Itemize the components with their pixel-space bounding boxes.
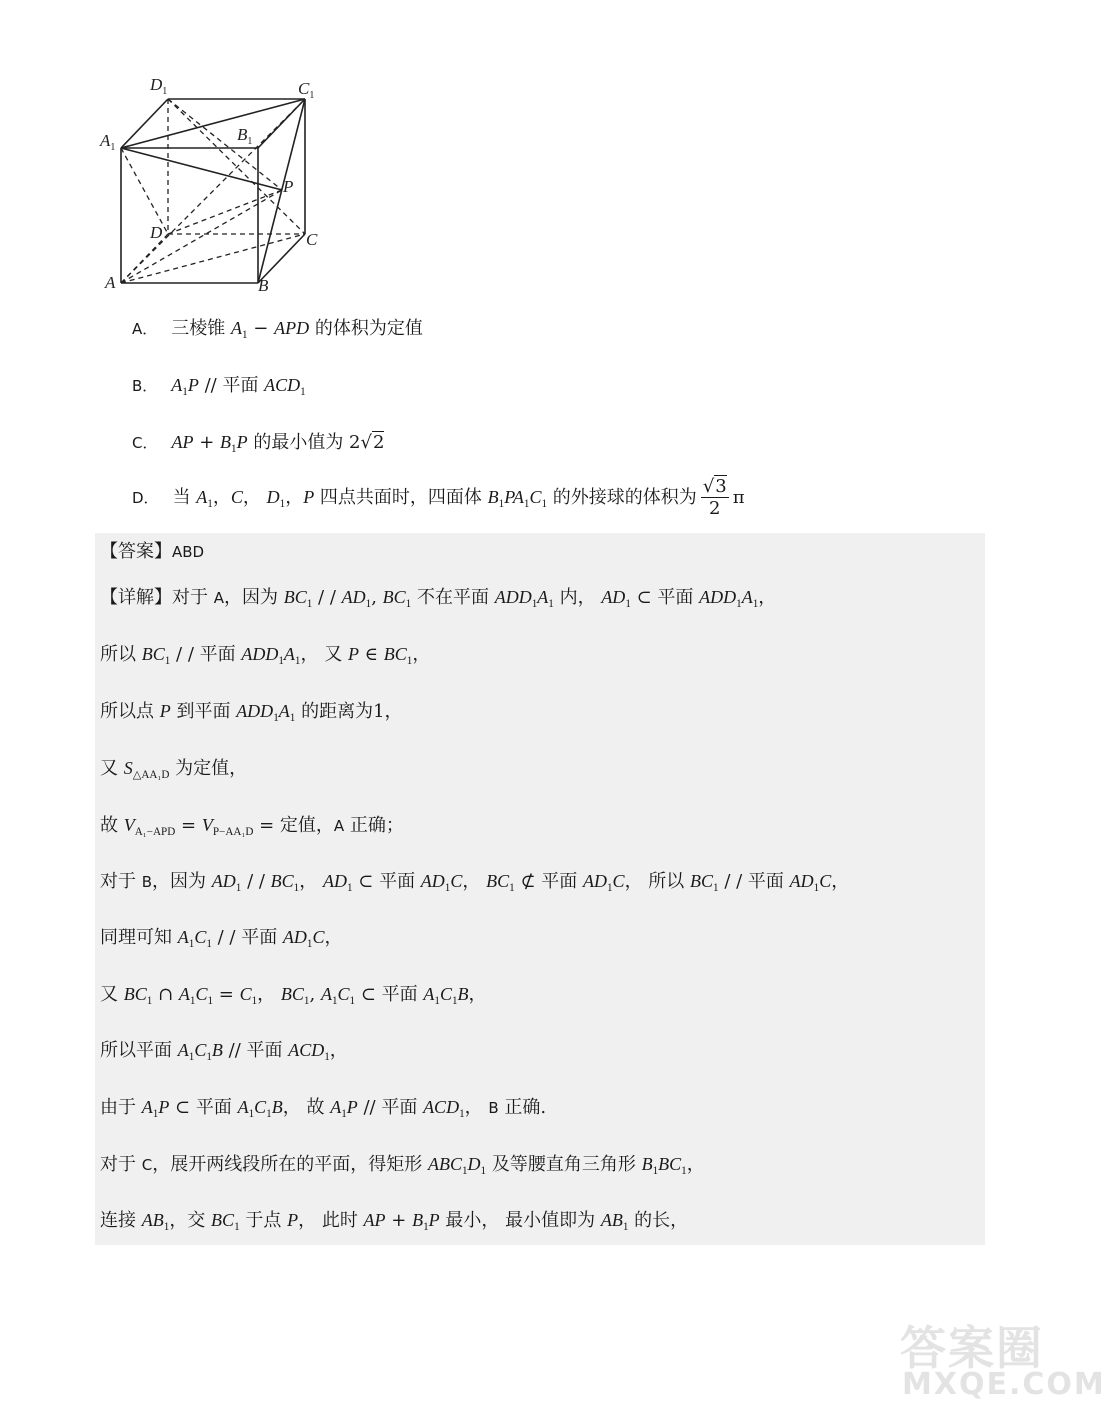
detail-line-12: 连接 $AB_1$，交 $BC_1$ 于点 P， 此时 AP + $B_1P$ 最小， 最小值即为 $AB_1$ 的长，: [100, 1210, 689, 1233]
label-b1: $B_1$: [237, 125, 253, 147]
option-b: B． $A_1P$ // 平面 $ACD_1$: [132, 375, 306, 398]
hidden-seg-d1-c: [168, 99, 305, 234]
edge-a1-d1: [121, 99, 168, 148]
hidden-seg-a1-d: [121, 148, 168, 234]
label-a1: $A_1$: [100, 131, 116, 153]
option-a-text: 三棱锥 $A_1$ − APD 的体积为定值: [171, 318, 423, 341]
detail-line-7: 同理可知 $A_1C_1$ / / 平面 $AD_1C$，: [100, 927, 343, 950]
option-a: A． 三棱锥 $A_1$ − APD 的体积为定值: [132, 318, 423, 341]
cube-figure: [100, 72, 330, 302]
hidden-seg-d1-p: [168, 99, 282, 190]
answer-value: ABD: [172, 543, 205, 561]
label-c: C: [306, 230, 318, 249]
label-d: D: [150, 223, 163, 242]
solution-panel: [95, 533, 985, 1245]
detail-line-10: 由于 $A_1P$ ⊂ 平面 $A_1C_1B$， 故 $A_1P$ // 平面 $ACD_1$， B 正确.: [100, 1097, 547, 1120]
watermark-bottom: MXQE.COM: [902, 1367, 1106, 1402]
watermark: [900, 1312, 1106, 1407]
label-p: P: [283, 177, 294, 196]
option-c-text: AP + $B_1P$ 的最小值为 2√2: [171, 432, 385, 455]
detail-line-2: 所以 $BC_1$ / / 平面 $ADD_1A_1$， 又 P ∈ $BC_1$，: [100, 644, 431, 667]
option-d-text: 当 $A_1$，C， $D_1$，P 四点共面时，四面体 $B_1PA_1C_1$ 的外接球的体积为 $\frac{√3}{2}$ π: [172, 476, 745, 519]
hidden-seg-d-p: [168, 190, 282, 234]
detail-line-4: 又 $S_{\triangle AA_1D}$ 为定值，: [100, 758, 248, 781]
option-c: C． AP + $B_1P$ 的最小值为 2√2: [132, 432, 385, 455]
label-c1: $C_1$: [298, 79, 315, 101]
hidden-seg-a-c: [121, 234, 305, 283]
answer-line: 【答案】ABD: [100, 541, 205, 562]
detail-line-8: 又 $BC_1$ ∩ $A_1C_1 = C_1$， $BC_1$, $A_1C_1$ ⊂ 平面 $A_1C_1B$，: [100, 984, 487, 1007]
watermark-top: 答案圈: [900, 1321, 1044, 1375]
detail-line-3: 所以点 P 到平面 $ADD_1A_1$ 的距离为1，: [100, 701, 403, 724]
detail-line-9: 所以平面 $A_1C_1B$ // 平面 $ACD_1$，: [100, 1040, 348, 1063]
detail-line-6: 对于 B，因为 $AD_1$ / / $BC_1$， $AD_1$ ⊂ 平面 $AD_1C$， $BC_1$ ⊄ 平面 $AD_1C$， 所以 $BC_1$ / / 平面 $AD_1C$，: [100, 871, 850, 894]
diag-a1-c1: [121, 99, 305, 148]
label-a: A: [105, 273, 116, 292]
option-b-text: $A_1P$ // 平面 $ACD_1$: [171, 375, 306, 398]
detail-line-5: 故 $V_{A_1-APD} = V_{P-AA_1D}$ = 定值，A 正确；: [100, 815, 404, 838]
detail-line-1: 【详解】对于 A，因为 $BC_1$ / / $AD_1$, $BC_1$ 不在平面 $ADD_1A_1$ 内， $AD_1$ ⊂ 平面 $ADD_1A_1$，: [100, 587, 777, 610]
hidden-seg-a-d1: [121, 99, 305, 283]
label-b: B: [258, 276, 269, 295]
option-d: D． 当 $A_1$，C， $D_1$，P 四点共面时，四面体 $B_1PA_1C_1$ 的外接球的体积为 $\frac{√3}{2}$ π: [132, 476, 745, 519]
label-d1: $D_1$: [150, 75, 168, 97]
detail-line-11: 对于 C，展开两线段所在的平面，得矩形 $ABC_1D_1$ 及等腰直角三角形 $B_1BC_1$，: [100, 1154, 705, 1177]
